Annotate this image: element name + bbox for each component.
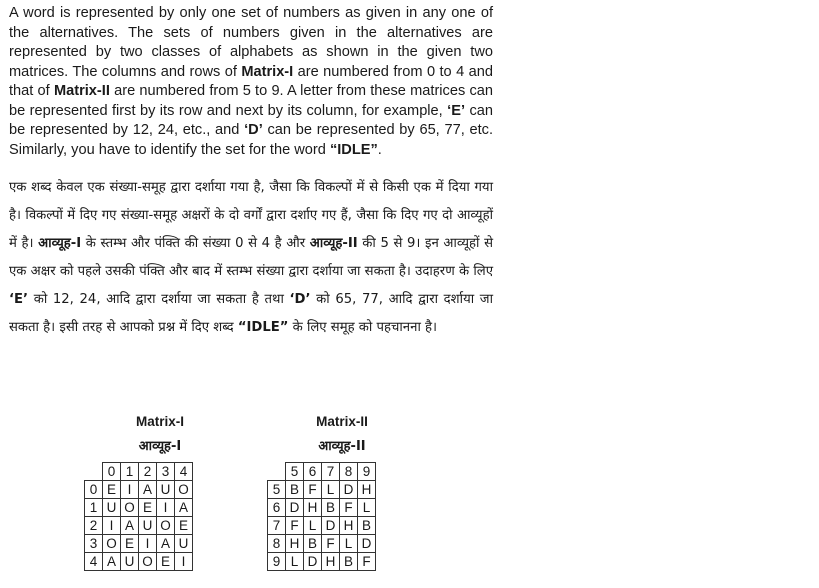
- text-run: are numbered from 0 to 4 and that of: [9, 63, 493, 99]
- matrix-col-header: 2: [139, 463, 157, 481]
- matrix-cell: E: [139, 499, 157, 517]
- matrix-cell: D: [322, 517, 340, 535]
- matrix-col-header: 8: [340, 463, 358, 481]
- matrix-cell: O: [157, 517, 175, 535]
- matrix1-title: Matrix-I: [135, 414, 184, 429]
- text-run: की 5 से 9। इन आव्यूहों से एक अक्षर को पहले उसकी पंक्ति और बाद में स्तम्भ संख्या द्वारा दर्शाया जा सकता है। उदाहरण के लिए: [9, 236, 493, 279]
- matrix-row: [268, 535, 376, 553]
- matrix-row: [85, 535, 193, 553]
- matrix-row-header: 4: [85, 553, 103, 571]
- text-run: A word is represented by only one set of numbers as given in any one of the alternatives. The sets of numbers given in the alternatives are represented by two classes of alphabets as shown in the given two matrices. The columns and rows of: [9, 5, 493, 80]
- matrix-cell: D: [340, 481, 358, 499]
- matrix-row-header: 7: [268, 517, 286, 535]
- matrix-cell: A: [139, 481, 157, 499]
- matrix-cell: U: [139, 517, 157, 535]
- matrix-row-header: 0: [85, 481, 103, 499]
- matrix-cell: O: [103, 535, 121, 553]
- text-run: are numbered from 5 to 9. A letter from these matrices can be represented first by its row and next by its column, for example,: [9, 83, 493, 119]
- matrix-cell: U: [103, 499, 121, 517]
- matrix-row-header: 1: [85, 499, 103, 517]
- matrix-row: [85, 499, 193, 517]
- matrix1-ref-hindi: आव्यूह-I: [38, 236, 82, 251]
- matrix-cell: F: [340, 499, 358, 517]
- matrix-cell: D: [358, 535, 376, 553]
- matrix-cell: A: [121, 517, 139, 535]
- matrix-col-header: 6: [304, 463, 322, 481]
- matrix-cell: U: [121, 553, 139, 571]
- matrix1-ref: Matrix-I: [241, 63, 294, 80]
- matrix-row-header: 2: [85, 517, 103, 535]
- matrix-cell: H: [358, 481, 376, 499]
- matrix-row-header: 8: [268, 535, 286, 553]
- target-word-hindi: “IDLE”: [237, 320, 289, 335]
- matrix-cell: I: [157, 499, 175, 517]
- matrix-corner: [268, 463, 286, 481]
- matrix2-title: Matrix-II: [316, 414, 368, 429]
- english-paragraph: [9, 4, 493, 160]
- matrix-row: [268, 481, 376, 499]
- matrix-col-header: 1: [121, 463, 139, 481]
- matrix-cell: F: [322, 535, 340, 553]
- text-run: को 65, 77, आदि द्वारा दर्शाया जा सकता है। इसी तरह से आपको प्रश्न में दिए शब्द: [9, 292, 493, 335]
- matrix-cell: F: [304, 481, 322, 499]
- matrix-cell: B: [286, 481, 304, 499]
- matrix-cell: H: [286, 535, 304, 553]
- matrix-cell: D: [304, 553, 322, 571]
- matrix-row: [85, 481, 193, 499]
- matrix-cell: L: [322, 481, 340, 499]
- matrix-row: [268, 553, 376, 571]
- matrix-cell: O: [139, 553, 157, 571]
- matrix-cell: F: [286, 517, 304, 535]
- matrix-cell: E: [103, 481, 121, 499]
- matrix-row: [268, 499, 376, 517]
- matrix-row-header: 9: [268, 553, 286, 571]
- matrix-header-row: [85, 463, 193, 481]
- text-run: can be represented by 65, 77, etc. Similarly, you have to identify the set for the word: [9, 122, 493, 158]
- matrix-col-header: 5: [286, 463, 304, 481]
- matrix-cell: L: [286, 553, 304, 571]
- matrix-row: [85, 517, 193, 535]
- matrix-cell: U: [157, 481, 175, 499]
- matrix-header-row: [268, 463, 376, 481]
- matrix-cell: O: [121, 499, 139, 517]
- matrix-cell: A: [103, 553, 121, 571]
- matrix-cell: H: [340, 517, 358, 535]
- matrix-col-header: 0: [103, 463, 121, 481]
- matrix-col-header: 3: [157, 463, 175, 481]
- matrix1-table: [84, 462, 193, 571]
- matrix-cell: E: [121, 535, 139, 553]
- text-run: के स्तम्भ और पंक्ति की संख्या 0 से 4 है और: [81, 236, 310, 251]
- matrix-cell: I: [175, 553, 193, 571]
- matrix-cell: I: [121, 481, 139, 499]
- text-run: .: [377, 141, 382, 158]
- english-question: [9, 4, 493, 160]
- matrix-cell: E: [175, 517, 193, 535]
- matrix-cell: D: [286, 499, 304, 517]
- matrix2-table: [267, 462, 376, 571]
- matrix-corner: [85, 463, 103, 481]
- matrix2-title-hindi: आव्यूह-II: [318, 439, 366, 454]
- matrix-cell: U: [175, 535, 193, 553]
- letter-d-ref-hindi: ‘D’: [289, 292, 311, 307]
- matrix-row: [85, 553, 193, 571]
- matrix-cell: H: [304, 499, 322, 517]
- text-run: के लिए समूह को पहचानना है।: [288, 320, 438, 335]
- matrix-cell: L: [340, 535, 358, 553]
- matrix-cell: F: [358, 553, 376, 571]
- letter-d-ref: ‘D’: [244, 122, 263, 138]
- matrix-cell: B: [304, 535, 322, 553]
- matrix-col-header: 7: [322, 463, 340, 481]
- matrix-row-header: 3: [85, 535, 103, 553]
- matrix-cell: L: [358, 499, 376, 517]
- letter-e-ref: ‘E’: [447, 102, 466, 119]
- matrix-cell: H: [322, 553, 340, 571]
- matrix-cell: I: [139, 535, 157, 553]
- letter-e-ref-hindi: ‘E’: [9, 292, 29, 307]
- text-run: को 12, 24, आदि द्वारा दर्शाया जा सकता है तथा: [28, 292, 290, 307]
- matrix-cell: B: [358, 517, 376, 535]
- matrix-row: [268, 517, 376, 535]
- matrix-row-header: 5: [268, 481, 286, 499]
- matrix-col-header: 4: [175, 463, 193, 481]
- target-word: “IDLE”: [329, 141, 378, 158]
- matrix-cell: A: [175, 499, 193, 517]
- matrix-cell: A: [157, 535, 175, 553]
- matrix-col-header: 9: [358, 463, 376, 481]
- hindi-paragraph: [9, 174, 493, 342]
- hindi-question: [9, 174, 493, 342]
- matrix-cell: O: [175, 481, 193, 499]
- matrix-cell: B: [340, 553, 358, 571]
- text-run: एक शब्द केवल एक संख्या-समूह द्वारा दर्शाया गया है, जैसा कि विकल्पों में से किसी एक में दिया गया है। विकल्पों में दिए गए संख्या-समूह अक्षरों के दो वर्गों द्वारा दर्शाए गए हैं, जैसा कि दिए गए दो आव्यूहों में है।: [9, 180, 493, 251]
- matrix2-ref: Matrix-II: [53, 83, 110, 99]
- text-run: can be represented by 12, 24, etc., and: [9, 102, 493, 138]
- matrix1-title-hindi: आव्यूह-I: [138, 439, 182, 454]
- matrix-cell: I: [103, 517, 121, 535]
- matrix-cell: L: [304, 517, 322, 535]
- matrix2-ref-hindi: आव्यूह-II: [309, 236, 358, 251]
- matrix-row-header: 6: [268, 499, 286, 517]
- matrix-cell: E: [157, 553, 175, 571]
- matrix-cell: B: [322, 499, 340, 517]
